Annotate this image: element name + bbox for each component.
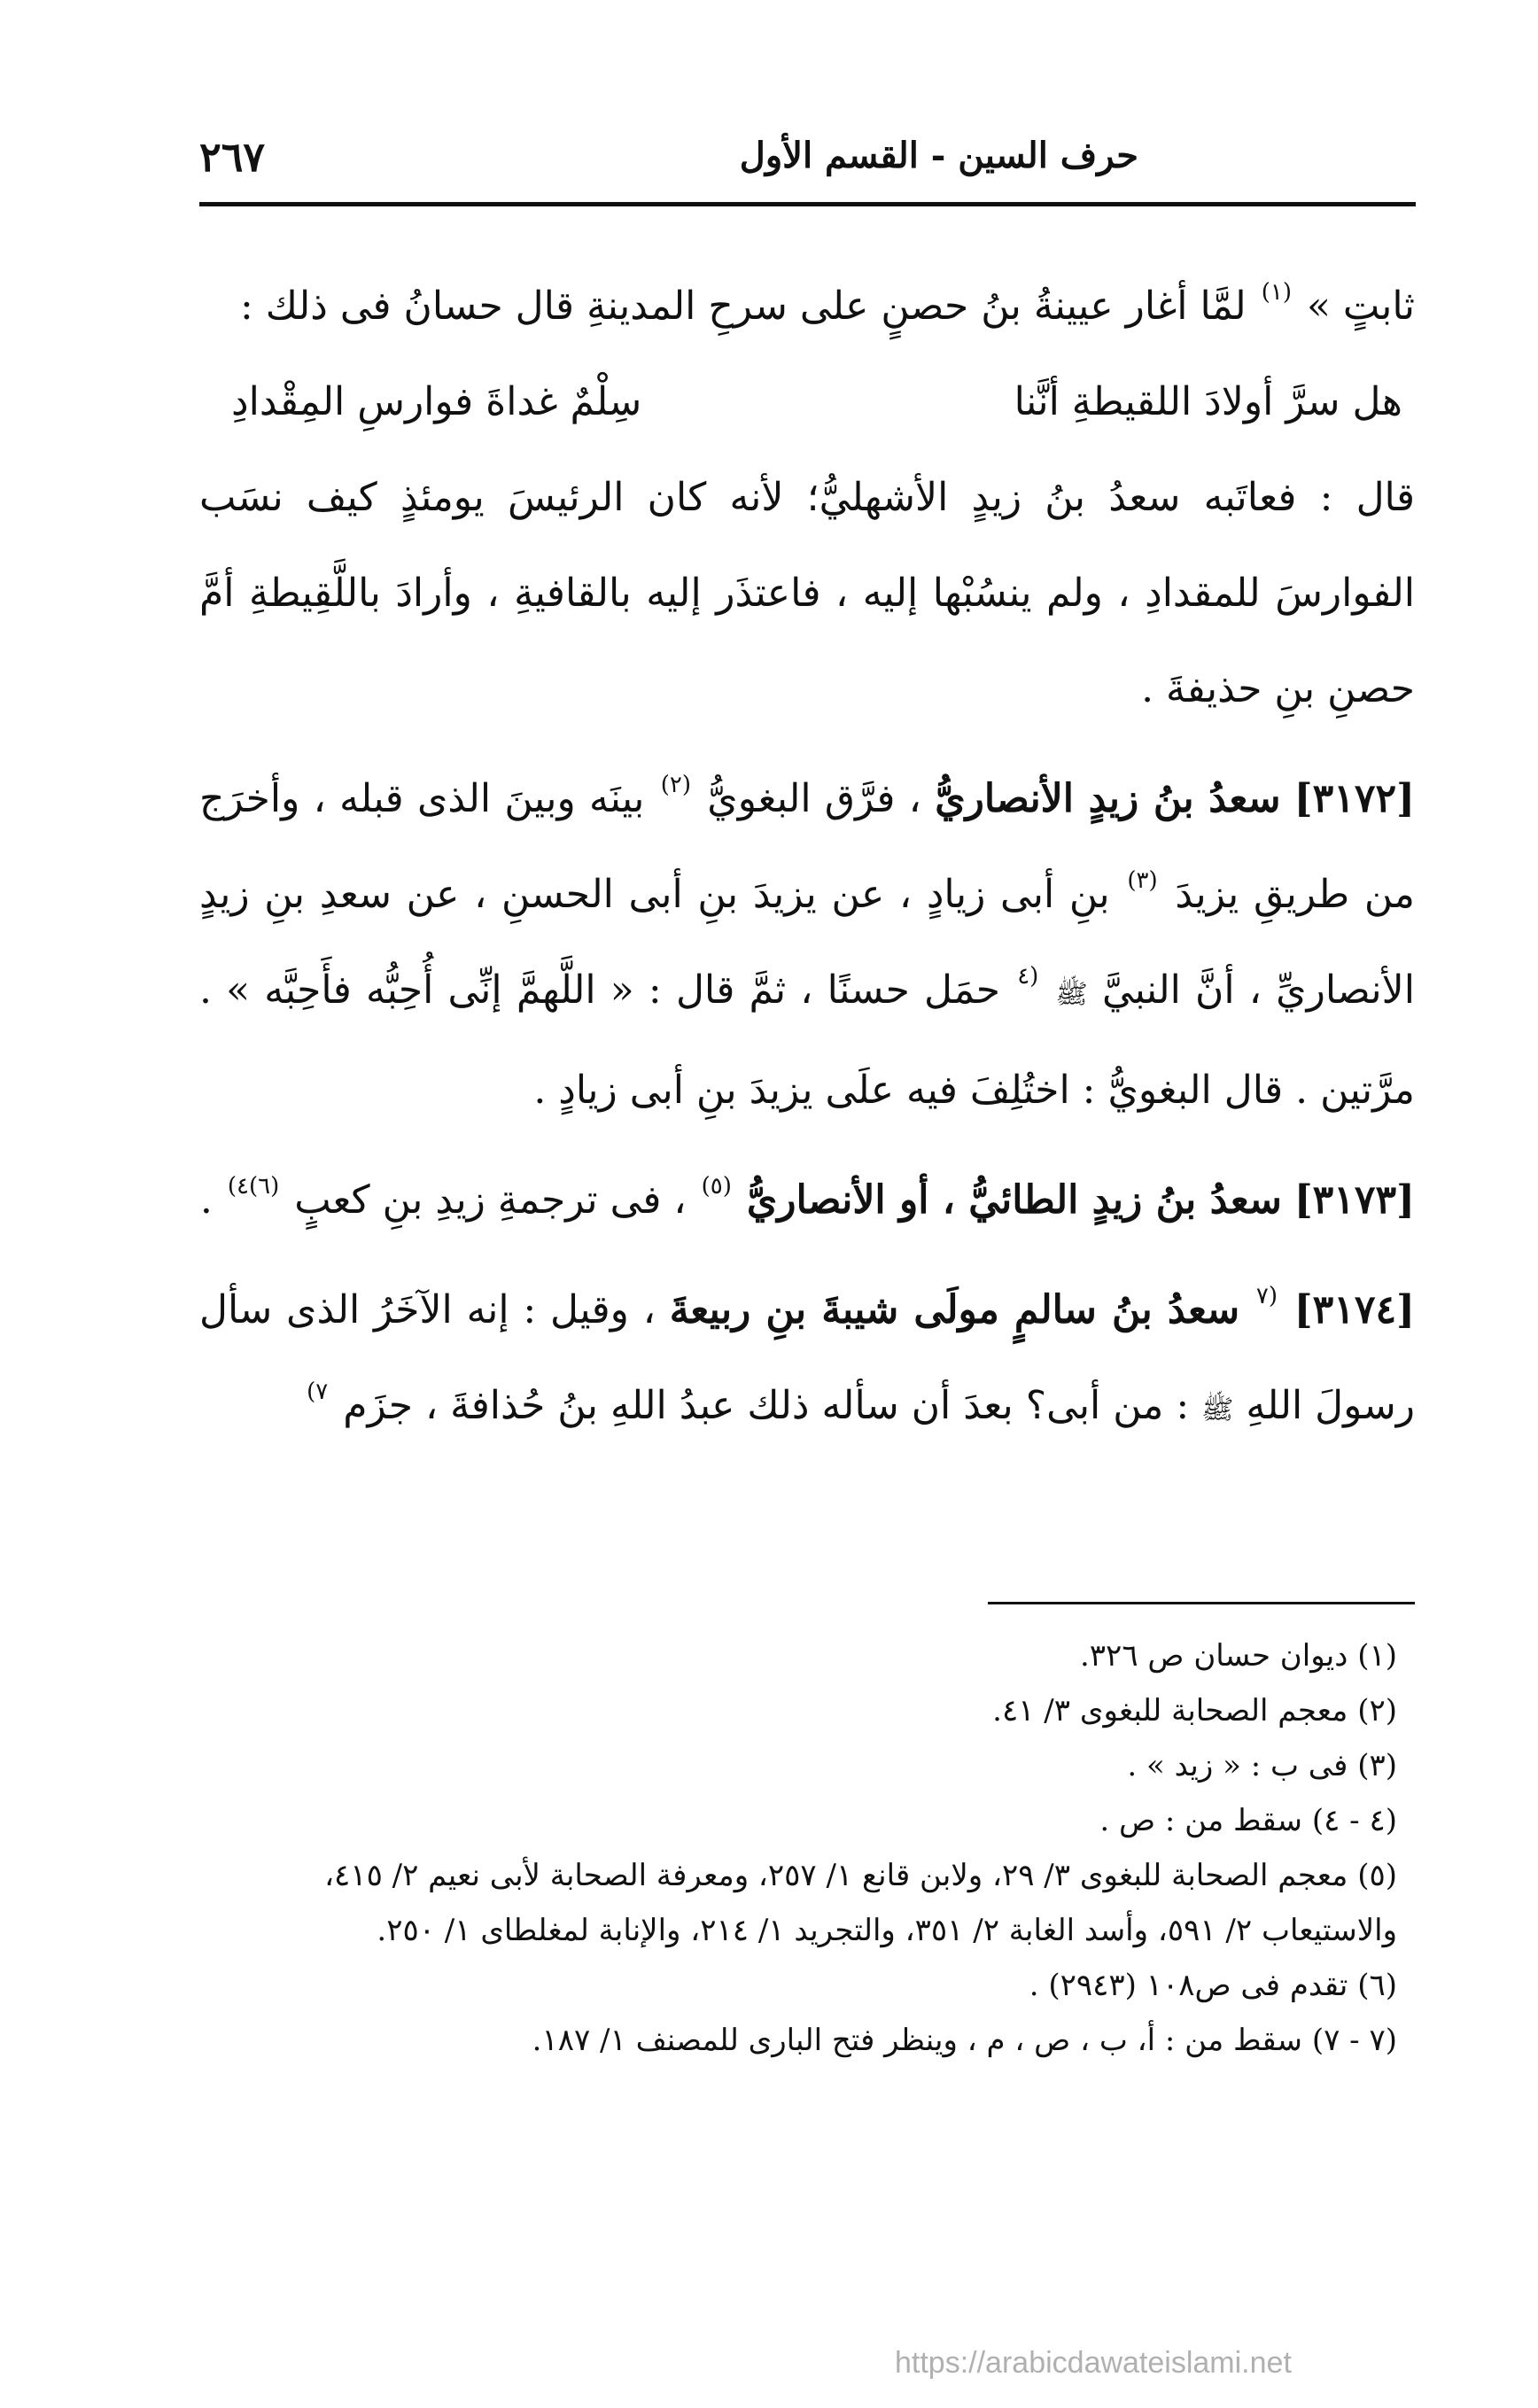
poem-verse bbox=[199, 354, 1415, 450]
entry-text: بنِ أبى زيادٍ ، عن يزيدَ بنِ أبى الحسنِ ، عن سعدِ بنِ زيدٍ الأنصاريِّ ، أنَّ النبيَّ bbox=[199, 872, 1415, 1013]
footnote-ref-7-end: ٧) bbox=[307, 1379, 329, 1405]
entry-text: ، فرَّق البغويُّ bbox=[707, 776, 921, 821]
running-header bbox=[199, 133, 1413, 191]
salla-ligature: ﷺ bbox=[1201, 1394, 1234, 1425]
entry-3172 bbox=[199, 751, 1415, 1138]
entry-3173 bbox=[199, 1153, 1415, 1248]
footnote-ref-5: (٥) bbox=[701, 1173, 732, 1200]
header-title: حرف السين - القسم الأول bbox=[739, 135, 1138, 176]
footnote-5: (٥) معجم الصحابة للبغوى ٣/ ٢٩، ولابن قانع ١/ ٢٥٧، ومعرفة الصحابة لأبى نعيم ٢/ ٤١٥، والاستيعاب ٢/ ٥٩١، وأسد الغابة ٢/ ٣٥١، والتجريد ١/ ٢١٤، والإنابة لمغلطاى ١/ ٢٥٠. bbox=[324, 1858, 1397, 1948]
entry-number: [٣١٧٢] bbox=[1293, 776, 1415, 821]
watermark-url: https://arabicdawateislami.net bbox=[895, 2346, 1292, 2380]
header-rule bbox=[199, 202, 1416, 206]
footnotes bbox=[199, 1628, 1415, 2068]
footnote-2: (٢) معجم الصحابة للبغوى ٣/ ٤١. bbox=[992, 1693, 1397, 1728]
entry-name: سعدُ بنُ زيدٍ الأنصاريُّ bbox=[935, 776, 1281, 821]
entry-text: : من أبى؟ بعدَ أن سأله ذلك عبدُ اللهِ بنُ حُذافةَ ، جزَم bbox=[343, 1383, 1190, 1428]
footnote-ref-7-start: (٧ bbox=[1255, 1283, 1278, 1309]
entry-number: [٣١٧٣] bbox=[1293, 1177, 1415, 1223]
footnote-3: (٣) فى ب : « زيد » . bbox=[1127, 1748, 1397, 1783]
entry-text: ، وقيل : إنه الآخَرُ الذى سأل رسولَ اللهِ bbox=[199, 1287, 1415, 1428]
intro-start: ثابتٍ » bbox=[1306, 284, 1415, 329]
page-number: ٢٦٧ bbox=[199, 133, 266, 181]
entry-text: حمَل حسنًا ، ثمَّ قال : « اللَّهمَّ إنِّى أُحِبُّه فأَحِبَّه » . مرَّتين . قال البغويُّ : اختُلِفَ فيه علَى يزيدَ بنِ أبى زيادٍ . bbox=[199, 967, 1415, 1113]
footnote-6: (٦) تقدم فى ص١٠٨ (٢٩٤٣) . bbox=[1029, 1968, 1397, 2003]
salla-ligature: ﷺ bbox=[1055, 979, 1088, 1010]
entry-end: . bbox=[199, 1177, 213, 1223]
footnote-ref-2: (٢) bbox=[660, 772, 691, 798]
entry-text: ، فى ترجمةِ زيدِ بنِ كعبٍ bbox=[294, 1177, 687, 1223]
footnote-ref-6: (٦)٤) bbox=[227, 1173, 280, 1200]
footnote-separator bbox=[988, 1602, 1415, 1604]
footnote-ref-3: (٣) bbox=[1127, 867, 1158, 894]
main-text bbox=[199, 259, 1415, 1458]
footnote-ref-4: (٤ bbox=[1017, 963, 1039, 990]
verse-second-hemistich: سِلْمٌ غداةَ فوارسِ المِقْدادِ bbox=[231, 379, 642, 424]
verse-first-hemistich: هل سرَّ أولادَ اللقيطةِ أنَّنا bbox=[1014, 379, 1402, 424]
intro-paragraph bbox=[199, 259, 1415, 354]
paragraph-1: قال : فعاتَبه سعدُ بنُ زيدٍ الأشهليُّ؛ لأنه كان الرئيسَ يومئذٍ كيف نسَب الفوارسَ للمقدادِ ، ولم ينسُبْها إليه ، فاعتذَر إليه بالقافيةِ ، وأرادَ باللَّقِيطةِ أمَّ حصنِ بنِ حذيفةَ . bbox=[199, 475, 1415, 711]
entry-name: سعدُ بنُ سالمٍ مولَى شيبةَ بنِ ربيعةَ bbox=[669, 1287, 1240, 1332]
entry-number: [٣١٧٤] bbox=[1293, 1287, 1415, 1332]
intro-rest: لمَّا أغار عيينةُ بنُ حصنٍ على سرحِ المدينةِ قال حسانُ فى ذلك : bbox=[239, 284, 1247, 329]
footnote-4: (٤ - ٤) سقط من : ص . bbox=[1099, 1803, 1397, 1838]
footnote-ref-1: (١) bbox=[1261, 279, 1292, 306]
footnote-7: (٧ - ٧) سقط من : أ، ب ، ص ، م ، وينظر فتح البارى للمصنف ١/ ١٨٧. bbox=[532, 2023, 1397, 2058]
entry-text: بينَه وبينَ الذى قبله ، وأخرَج من طريقِ يزيدَ bbox=[199, 776, 1415, 917]
entry-name: سعدُ بنُ زيدٍ الطائيُّ ، أو الأنصاريُّ bbox=[746, 1177, 1282, 1223]
entry-3174 bbox=[199, 1262, 1415, 1458]
footnote-1: (١) ديوان حسان ص ٣٢٦. bbox=[1079, 1638, 1397, 1674]
